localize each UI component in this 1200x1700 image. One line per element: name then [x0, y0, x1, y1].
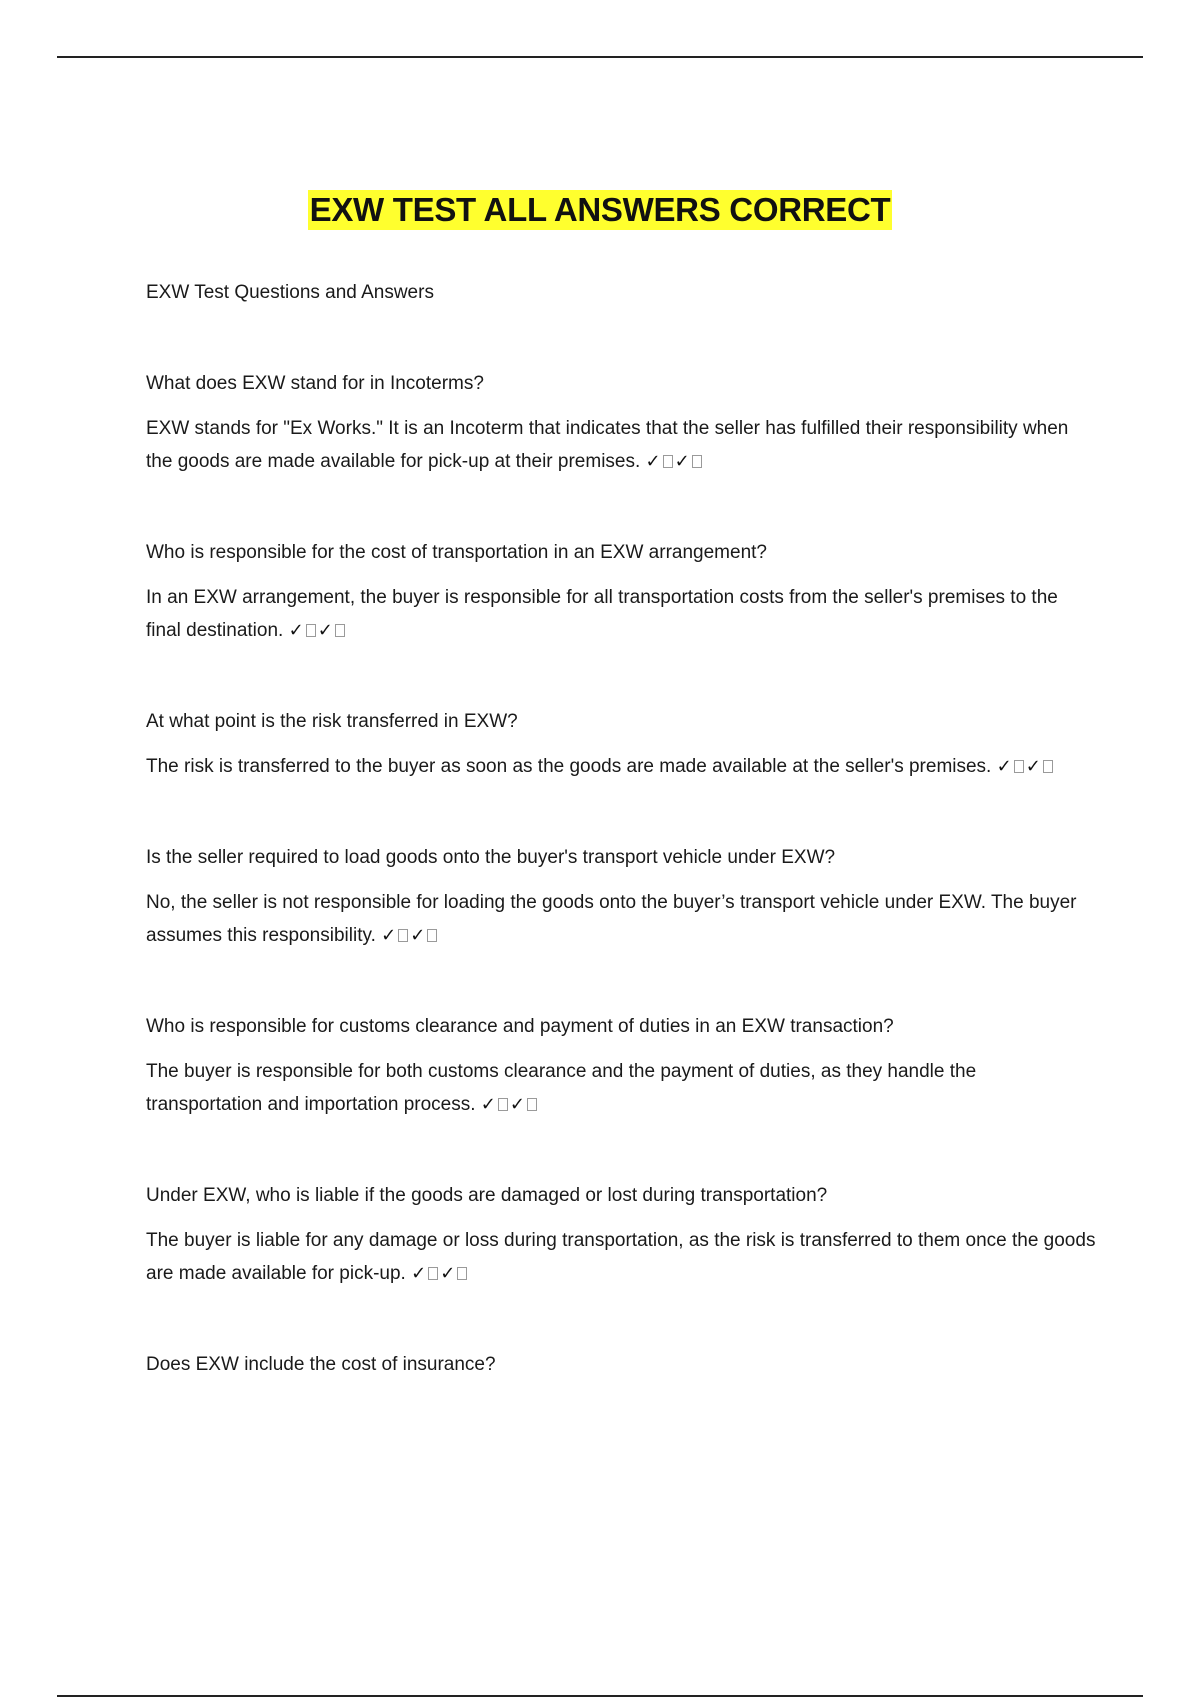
missing-glyph-box-icon	[398, 929, 408, 942]
check-mark-icon: ✓	[480, 1094, 496, 1115]
answer-text	[146, 412, 1096, 478]
qa-item	[146, 841, 1096, 952]
top-rule	[57, 56, 1143, 58]
missing-glyph-box-icon	[427, 929, 437, 942]
question-text: Under EXW, who is liable if the goods are damaged or lost during transportation?	[146, 1185, 828, 1206]
correct-marks	[411, 1263, 469, 1284]
answer-body: The buyer is liable for any damage or loss during transportation, as the risk is transferred to them once the goods are made available for pick-up.	[146, 1230, 1096, 1284]
bottom-rule	[57, 1695, 1143, 1697]
page-title: EXW TEST ALL ANSWERS CORRECT	[309, 191, 891, 228]
question-text: Who is responsible for customs clearance and payment of duties in an EXW transaction?	[146, 1016, 894, 1037]
qa-item	[146, 705, 1096, 783]
missing-glyph-box-icon	[1014, 760, 1024, 773]
missing-glyph-box-icon	[335, 624, 345, 637]
correct-marks	[481, 1094, 539, 1115]
question-text: What does EXW stand for in Incoterms?	[146, 373, 484, 394]
check-mark-icon: ✓	[645, 451, 661, 472]
document-subtitle: EXW Test Questions and Answers	[146, 282, 434, 303]
answer-text	[146, 581, 1096, 647]
correct-marks	[289, 620, 347, 641]
answer-body: No, the seller is not responsible for loading the goods onto the buyer’s transport vehicle under EXW. The buyer assumes this responsibility.	[146, 892, 1077, 946]
correct-marks	[646, 451, 704, 472]
check-mark-icon: ✓	[440, 1263, 456, 1284]
check-mark-icon: ✓	[317, 620, 333, 641]
missing-glyph-box-icon	[428, 1267, 438, 1280]
answer-text	[146, 1224, 1096, 1290]
correct-marks	[381, 925, 439, 946]
question-text: Does EXW include the cost of insurance?	[146, 1354, 496, 1375]
check-mark-icon: ✓	[1025, 756, 1041, 777]
check-mark-icon: ✓	[996, 756, 1012, 777]
answer-text	[146, 1055, 1096, 1121]
question-text: At what point is the risk transferred in EXW?	[146, 711, 518, 732]
missing-glyph-box-icon	[527, 1098, 537, 1111]
qa-list	[146, 367, 1096, 1381]
answer-body: The buyer is responsible for both customs clearance and the payment of duties, as they handle the transportation and importation process.	[146, 1061, 977, 1115]
check-mark-icon: ✓	[288, 620, 304, 641]
missing-glyph-box-icon	[306, 624, 316, 637]
check-mark-icon: ✓	[674, 451, 690, 472]
qa-item	[146, 1179, 1096, 1290]
question-text: Is the seller required to load goods onto the buyer's transport vehicle under EXW?	[146, 847, 836, 868]
missing-glyph-box-icon	[692, 455, 702, 468]
missing-glyph-box-icon	[457, 1267, 467, 1280]
title-container	[0, 190, 1200, 230]
check-mark-icon: ✓	[381, 925, 397, 946]
answer-body: In an EXW arrangement, the buyer is responsible for all transportation costs from the seller's premises to the final destination.	[146, 587, 1058, 641]
qa-item	[146, 536, 1096, 647]
answer-body: EXW stands for "Ex Works." It is an Incoterm that indicates that the seller has fulfilled their responsibility when the goods are made available for pick-up at their premises.	[146, 418, 1069, 472]
question-text: Who is responsible for the cost of transportation in an EXW arrangement?	[146, 542, 767, 563]
missing-glyph-box-icon	[663, 455, 673, 468]
missing-glyph-box-icon	[1043, 760, 1053, 773]
missing-glyph-box-icon	[498, 1098, 508, 1111]
qa-item	[146, 367, 1096, 478]
document-body	[146, 276, 1096, 1393]
answer-text	[146, 886, 1096, 952]
correct-marks	[997, 756, 1055, 777]
answer-text	[146, 750, 1096, 783]
qa-item	[146, 1010, 1096, 1121]
qa-item	[146, 1348, 1096, 1381]
check-mark-icon: ✓	[509, 1094, 525, 1115]
check-mark-icon: ✓	[410, 925, 426, 946]
answer-body: The risk is transferred to the buyer as soon as the goods are made available at the seller's premises.	[146, 756, 992, 777]
check-mark-icon: ✓	[411, 1263, 427, 1284]
